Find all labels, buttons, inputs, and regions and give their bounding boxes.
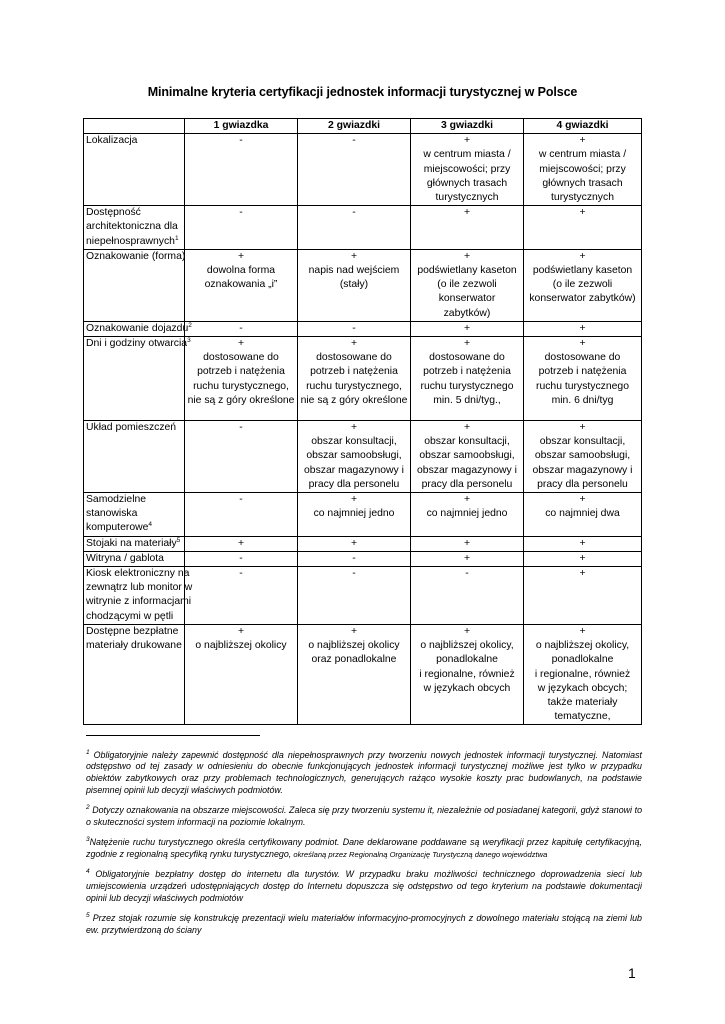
footnote [86,750,642,796]
footnote [86,837,642,860]
table-cell [411,493,524,537]
certification-criteria-table [83,118,642,725]
table-cell [411,551,524,566]
cell-line: - [239,568,243,580]
cell-line: pracy dla personelu [308,478,400,490]
cell-line: + [579,494,586,506]
row-label [84,321,192,336]
table-cell [524,337,642,421]
table-cell [185,567,298,625]
table-cell [524,206,642,250]
table-row [84,249,642,321]
cell-line: obszar magazynowy i [417,464,517,476]
row-label-line: Układ pomieszczeń [86,422,177,434]
row-label-line: chodzącymi w pętli [86,610,174,622]
cell-line: + [350,338,358,350]
table-cell [298,493,411,537]
cell-line: pracy dla personelu [537,478,628,490]
row-label-line: stanowiska [86,508,138,520]
footnotes [86,741,642,945]
row-label-line-wrap [86,537,182,551]
table-cell [524,134,642,206]
row-label-line: Dni i godziny otwarcia [86,338,188,350]
cell-line: o najbliższej okolicy, [535,640,630,652]
cell-line: oraz ponadlokalne [311,654,397,666]
cell-line: miejscowości; przy [539,163,626,175]
table-header-row [84,119,642,134]
cell-line: + [237,338,245,350]
table-row [84,321,642,336]
cell-line: turystycznych [551,192,614,204]
cell-line: + [463,322,471,334]
cell-line: w centrum miasta / [538,149,627,161]
footnote-number: 5 [86,911,90,919]
cell-line: + [237,537,245,549]
row-label-line: zewnątrz lub monitor w [86,582,193,594]
footnote-text: Dotyczy oznakowania na obszarze miejscowości. Zaleca się przy tworzeniu systemu it, niezależnie od posiadanej kategorii, gdyż stanowi to o skuteczności system informacji na poziomie lokalnym. [86,805,642,827]
table-cell [411,321,524,336]
row-label-line: Dostępne bezpłatne [86,625,179,637]
row-label-line: Lokalizacja [86,135,138,147]
footnote-ref: 1 [174,234,179,242]
cell-line: (stały) [339,279,369,291]
cell-line: głównych trasach [426,177,508,189]
page-number: 1 [628,965,636,981]
table-cell [185,249,298,321]
cell-line: + [463,207,471,219]
cell-line: potrzeb i natężenia [423,366,511,378]
table-row [84,624,642,724]
cell-line: i regionalne, również [419,668,515,680]
cell-line: ruchu turystycznego [420,380,514,392]
cell-line: + [350,537,358,549]
cell-line: obszar samoobsługi, [419,450,515,462]
cell-line: (o ile zezwoli [437,279,497,291]
cell-line: + [579,568,586,580]
cell-line: + [463,494,471,506]
table-cell [524,421,642,493]
document-title: Minimalne kryteria certyfikacji jednostek informacji turystycznej w Polsce [147,85,578,99]
cell-line: ponadlokalne [551,654,614,666]
table-row [84,206,642,250]
table-cell [298,421,411,493]
table-cell [298,536,411,551]
table-cell [185,493,298,537]
row-label [84,493,185,537]
footnote-ref: 3 [187,337,191,345]
cell-line: - [239,494,243,506]
footnote-number: 4 [86,868,90,876]
cell-line: dostosowane do [203,352,279,364]
cell-line: co najmniej dwa [545,508,620,520]
cell-line: min. 5 dni/tyg., [433,394,501,406]
cell-line: - [239,552,243,564]
table-cell [185,536,298,551]
row-label-line: niepełnosprawnych [86,235,175,247]
cell-line: w językach obcych [423,682,511,694]
table-row [84,493,642,537]
table-cell [185,206,298,250]
cell-line: - [465,568,469,580]
cell-line: + [579,537,586,549]
table-cell [524,493,642,537]
row-label-line: Oznakowanie dojazdu [86,322,189,334]
row-label-line: Witryna / gablota [86,552,164,564]
row-label [84,567,193,625]
footnote-ref: 4 [148,521,152,529]
footnote-text: Obligatoryjnie należy zapewnić dostępność dla niepełnosprawnych przy tworzeniu nowych jednostek informacji turystycznej. Natomiast odstępstwo od tej zasady w odniesieniu do obecnie funkcjonujących jednostek informacji turystycznej możliwe jest tylko w przypadku obiektów zabytkowych oraz przy problemach technologicznych, generujących rażąco wysokie koszty prac budowlanych, na podstawie pisemnej opinii lub decyzji właściwych podmiotów. [86,749,642,795]
table-cell [298,249,411,321]
cell-line: + [463,625,471,637]
table-cell [185,337,298,421]
table-cell [298,551,411,566]
cell-line: - [352,322,356,334]
cell-line: konserwator zabytków) [529,293,636,305]
cell-line: - [239,135,243,147]
cell-line: co najmniej jedno [313,508,395,520]
footnote [86,805,642,828]
cell-line: dostosowane do [544,352,621,364]
cell-line: o najbliższej okolicy, [420,640,514,652]
table-cell [411,134,524,206]
table-cell [185,321,298,336]
table-row [84,337,642,421]
cell-line: podświetlany kaseton [417,265,517,277]
footnote-ref: 5 [176,536,181,544]
table-row [84,421,642,493]
footnote-small-text: określaną przez Regionalną Organizację Turystyczną danego województwa [291,849,548,859]
cell-line: tematyczne, [554,711,611,723]
cell-line: obszar samoobsługi, [534,450,631,462]
cell-line: nie są z góry określone [300,394,408,406]
cell-line: dostosowane do [316,352,392,364]
cell-line: co najmniej jedno [426,508,508,520]
row-label-line-wrap [86,235,182,249]
table-cell [411,249,524,321]
cell-line: dowolna forma [206,265,276,277]
row-label-line: komputerowe [86,522,149,534]
footnote-separator [86,735,260,736]
table-row [84,536,642,551]
cell-line: + [463,250,471,262]
row-label-line: Dostępność [86,207,141,219]
cell-line: ruchu turystycznego, [193,380,289,392]
cell-line: obszar konsultacji, [539,436,626,448]
table-cell [524,551,642,566]
cell-line: + [350,625,358,637]
table-cell [524,536,642,551]
row-label [84,337,191,421]
cell-line: obszar magazynowy i [304,464,404,476]
cell-line: głównych trasach [542,177,623,189]
table-row [84,134,642,206]
cell-line: turystycznych [435,192,499,204]
row-label [84,551,185,566]
table-cell [298,337,411,421]
table-cell [524,624,642,724]
cell-line: + [237,250,245,262]
table-cell [185,551,298,566]
cell-line: min. 6 dni/tyg [551,394,614,406]
cell-line: miejscowości; przy [423,163,511,175]
cell-line: dostosowane do [429,352,505,364]
footnote-number: 2 [86,804,90,812]
table-cell [298,134,411,206]
row-label [84,134,185,206]
footnote [86,913,642,936]
cell-line: - [239,322,243,334]
column-header: 3 gwiazdki [411,119,524,134]
cell-line: + [579,552,586,564]
cell-line: + [237,625,245,637]
cell-line: pracy dla personelu [421,478,513,490]
table-cell [185,624,298,724]
cell-line: - [352,568,356,580]
cell-line: obszar konsultacji, [311,436,397,448]
cell-line: (o ile zezwoli [552,279,613,291]
row-label-line: architektoniczna dla [86,221,178,233]
table-cell [185,421,298,493]
row-label-line: witrynie z informacjami [86,596,192,608]
cell-line: + [350,422,358,434]
row-label-line-wrap [86,521,182,535]
cell-line: + [579,625,586,637]
cell-line: o najbliższej okolicy [195,640,287,652]
row-label-line: Samodzielne [86,494,147,506]
cell-line: nie są z góry określone [187,394,295,406]
cell-line: ponadlokalne [436,654,498,666]
cell-line: podświetlany kaseton [532,265,633,277]
table-cell [298,624,411,724]
cell-line: o najbliższej okolicy [308,640,400,652]
row-label-line-wrap [86,321,192,336]
column-header: 4 gwiazdki [524,119,642,134]
cell-line: oznakowania „i” [204,279,278,291]
table-cell [298,206,411,250]
cell-line: - [352,552,356,564]
row-label-line-wrap [86,337,191,351]
cell-line: potrzeb i natężenia [310,366,398,378]
cell-line: potrzeb i natężenia [197,366,285,378]
cell-line: - [239,207,243,219]
cell-line: obszar magazynowy i [532,464,633,476]
row-label-line: materiały drukowane [86,640,182,652]
table-row [84,567,642,625]
table-cell [411,624,524,724]
cell-line: + [579,422,586,434]
cell-line: napis nad wejściem [308,265,400,277]
row-label [84,421,185,493]
cell-line: + [579,338,586,350]
row-label [84,536,185,551]
table-cell [298,567,411,625]
cell-line: zabytków) [443,307,491,319]
cell-line: - [352,207,356,219]
cell-line: obszar samoobsługi, [306,450,402,462]
cell-line: w centrum miasta / [423,149,511,161]
cell-line: + [579,322,586,334]
cell-line: konserwator [438,293,496,305]
cell-line: + [350,494,358,506]
table-cell [411,421,524,493]
footnote-number: 3 [86,836,90,844]
cell-line: ruchu turystycznego, [306,380,402,392]
row-label-line: Stojaki na materiały [86,537,177,549]
cell-line: - [239,422,243,434]
row-label [84,206,185,250]
footnote-text: Obligatoryjnie bezpłatny dostęp do internetu dla turystów. W przypadku braku możliwości technicznego doprowadzenia sieci lub umiejscowienia urządzeń udostępniających dostęp do Internetu dopuszcza się odstępstwo od tego kryterium na podstawie dokumentacji opinii lub decyzji właściwych podmiotów [86,869,642,903]
row-label [84,624,185,724]
cell-line: + [579,135,586,147]
cell-line: obszar konsultacji, [424,436,510,448]
table-cell [524,567,642,625]
table-cell [411,206,524,250]
cell-line: + [579,250,586,262]
table-cell [298,321,411,336]
table-cell [524,249,642,321]
footnote [86,869,642,904]
cell-line: - [352,135,356,147]
table-cell [411,567,524,625]
table-cell [524,321,642,336]
cell-line: ruchu turystycznego [536,380,629,392]
table-cell [411,337,524,421]
column-header: 2 gwiazdki [298,119,411,134]
cell-line: + [463,537,471,549]
cell-line: także materiały [547,696,618,708]
cell-line: + [463,135,471,147]
table-cell [411,536,524,551]
cell-line: + [463,552,471,564]
cell-line: w językach obcych; [537,682,628,694]
cell-line: potrzeb i natężenia [538,366,627,378]
cell-line: i regionalne, również [534,668,631,680]
footnote-text: Przez stojak rozumie się konstrukcję prezentacji wielu materiałów informacyjno-promocyjnych z dowolnego materiału stojącą na ziemi lub ew. przytwierdzoną do ściany [86,912,642,935]
footnote-text: Natężenie ruchu turystycznego określa certyfikowany podmiot. Dane deklarowane poddawane są weryfikacji przez kapitułę certyfikacyjną, zgodnie z regionalną specyfiką rynku turystycznego, [86,837,642,859]
table-cell [185,134,298,206]
cell-line: + [463,338,471,350]
footnote-ref: 2 [188,321,192,329]
cell-line: + [350,250,358,262]
row-label-line: Oznakowanie (forma) [86,250,186,262]
column-header [84,119,185,134]
footnote-number: 1 [86,748,90,756]
cell-line: + [463,422,471,434]
row-label [84,249,185,321]
row-label-line: Kiosk elektroniczny na [86,568,190,580]
cell-line: + [579,207,586,219]
column-header: 1 gwiazdka [185,119,298,134]
table-row [84,551,642,566]
